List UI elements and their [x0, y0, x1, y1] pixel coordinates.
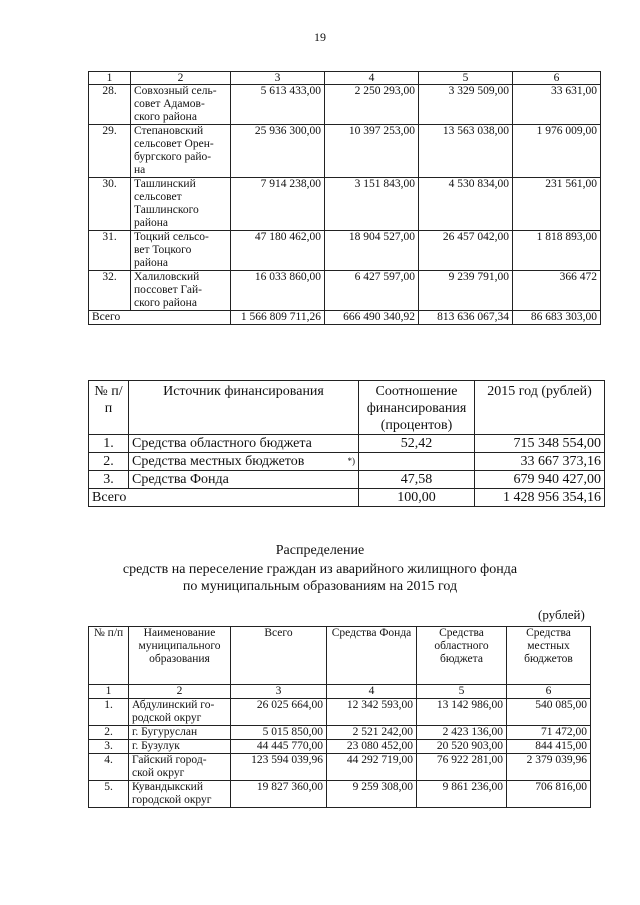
name-line: Гайский город- [132, 754, 207, 766]
index-cell: 4 [327, 685, 417, 699]
header-cell: Средства областного бюджета [417, 627, 507, 685]
value-cell: 6 427 597,00 [325, 271, 419, 311]
amount-value: 715 348 554,00 [475, 435, 605, 453]
name-line: вет Тоцкого [134, 244, 192, 256]
municipality-name [131, 178, 231, 231]
header-cell: Всего [231, 627, 327, 685]
table-row [89, 178, 601, 231]
value-cell: 1 818 893,00 [513, 231, 601, 271]
fund-value: 44 292 719,00 [327, 754, 417, 781]
row-number: 1. [89, 699, 129, 726]
total-label: Всего [89, 311, 231, 325]
regional-value: 9 861 236,00 [417, 781, 507, 808]
header-cell: Соотношение финансирования (процентов) [359, 381, 475, 435]
municipality-name [131, 271, 231, 311]
total-label: Всего [89, 489, 359, 507]
value-cell: 10 397 253,00 [325, 125, 419, 178]
footnote-mark: *) [345, 453, 359, 471]
row-number: 5. [89, 781, 129, 808]
row-number: 28. [89, 85, 131, 125]
table-municipal-continued [88, 71, 601, 325]
fund-value: 23 080 452,00 [327, 740, 417, 754]
header-cell: Наименование муниципального образования [129, 627, 231, 685]
name-line: сельсовет [134, 191, 182, 203]
units-label: (рублей) [538, 607, 585, 622]
table-funding-sources [88, 380, 605, 507]
page-number: 19 [314, 30, 326, 44]
regional-value: 20 520 903,00 [417, 740, 507, 754]
footnote-cell [345, 435, 359, 453]
header-cell: Средства Фонда [327, 627, 417, 685]
header-cell: Средства местных бюджетов [507, 627, 591, 685]
name-line: поссовет Гай- [134, 284, 202, 296]
section-title: Распределение [275, 543, 365, 558]
header-cell: 4 [325, 72, 419, 85]
value-cell: 13 563 038,00 [419, 125, 513, 178]
value-cell: 33 631,00 [513, 85, 601, 125]
header-cell: 2015 год (рублей) [475, 381, 605, 435]
name-line: совет Адамов- [134, 98, 205, 110]
value-cell: 25 936 300,00 [231, 125, 325, 178]
index-cell: 6 [507, 685, 591, 699]
ratio-value: 47,58 [359, 471, 475, 489]
total-value: 5 015 850,00 [231, 726, 327, 740]
total-value: 1 566 809 711,26 [231, 311, 325, 325]
municipality-name [129, 740, 231, 754]
value-cell: 26 457 042,00 [419, 231, 513, 271]
table-row [89, 271, 601, 311]
ratio-value [359, 453, 475, 471]
regional-value: 13 142 986,00 [417, 699, 507, 726]
table-row [89, 231, 601, 271]
row-number: 2. [89, 726, 129, 740]
value-cell: 2 250 293,00 [325, 85, 419, 125]
local-value: 71 472,00 [507, 726, 591, 740]
total-value: 123 594 039,96 [231, 754, 327, 781]
value-cell: 366 472 [513, 271, 601, 311]
name-line: сельсовет Орен- [134, 138, 214, 150]
total-value: 666 490 340,92 [325, 311, 419, 325]
table-distribution-2015 [88, 626, 591, 808]
row-number: 31. [89, 231, 131, 271]
table-header-row [89, 72, 601, 85]
name-line: г. Бугуруслан [132, 726, 198, 738]
local-value: 540 085,00 [507, 699, 591, 726]
table-header-row [89, 627, 591, 685]
value-cell: 16 033 860,00 [231, 271, 325, 311]
table-row [89, 740, 591, 754]
table-row [89, 453, 605, 471]
header-cell: 2 [131, 72, 231, 85]
value-cell: 18 904 527,00 [325, 231, 419, 271]
name-line: Кувандыкский [132, 781, 203, 793]
name-line: ского района [134, 297, 197, 309]
row-number: 32. [89, 271, 131, 311]
regional-value: 2 423 136,00 [417, 726, 507, 740]
header-cell: № п/п [89, 381, 129, 435]
local-value: 706 816,00 [507, 781, 591, 808]
name-line: Халиловский [134, 271, 200, 283]
footnote-cell [345, 471, 359, 489]
regional-value: 76 922 281,00 [417, 754, 507, 781]
name-line: Ташлинский [134, 178, 196, 190]
total-value: 19 827 360,00 [231, 781, 327, 808]
ratio-value: 52,42 [359, 435, 475, 453]
name-line: на [134, 164, 146, 176]
value-cell: 3 151 843,00 [325, 178, 419, 231]
header-cell: № п/п [89, 627, 129, 685]
name-line: Степановский [134, 125, 204, 137]
name-line: района [134, 217, 169, 229]
municipality-name [129, 726, 231, 740]
total-value: 86 683 303,00 [513, 311, 601, 325]
header-cell: 5 [419, 72, 513, 85]
total-value: 26 025 664,00 [231, 699, 327, 726]
row-number: 3. [89, 471, 129, 489]
total-value: 813 636 067,34 [419, 311, 513, 325]
table-row [89, 726, 591, 740]
total-row [89, 311, 601, 325]
name-line: Абдулинский го- [132, 699, 215, 711]
name-line: городской округ [132, 794, 212, 806]
table-row [89, 699, 591, 726]
table-row [89, 781, 591, 808]
source-name: Средства местных бюджетов [129, 453, 345, 471]
table-row [89, 125, 601, 178]
index-cell: 5 [417, 685, 507, 699]
municipality-name [129, 781, 231, 808]
fund-value: 2 521 242,00 [327, 726, 417, 740]
name-line: района [134, 257, 169, 269]
value-cell: 4 530 834,00 [419, 178, 513, 231]
table-header-row [89, 381, 605, 435]
header-cell: 1 [89, 72, 131, 85]
header-cell: 6 [513, 72, 601, 85]
row-number: 29. [89, 125, 131, 178]
section-subtitle: по муниципальным образованиям на 2015 год [182, 579, 458, 594]
amount-value: 679 940 427,00 [475, 471, 605, 489]
name-line: Тоцкий сельсо- [134, 231, 209, 243]
table-row [89, 435, 605, 453]
section-subtitle: средств на переселение граждан из аварийного жилищного фонда [122, 562, 518, 577]
local-value: 2 379 039,96 [507, 754, 591, 781]
name-line: ской округ [132, 767, 185, 779]
header-cell: 3 [231, 72, 325, 85]
source-name: Средства областного бюджета [129, 435, 345, 453]
table-row [89, 754, 591, 781]
value-cell: 47 180 462,00 [231, 231, 325, 271]
value-cell: 1 976 009,00 [513, 125, 601, 178]
index-cell: 3 [231, 685, 327, 699]
row-number: 30. [89, 178, 131, 231]
name-line: ского района [134, 111, 197, 123]
fund-value: 12 342 593,00 [327, 699, 417, 726]
row-number: 1. [89, 435, 129, 453]
name-line: бургского райо- [134, 151, 212, 163]
name-line: г. Бузулук [132, 740, 180, 752]
local-value: 844 415,00 [507, 740, 591, 754]
total-value: 44 445 770,00 [231, 740, 327, 754]
fund-value: 9 259 308,00 [327, 781, 417, 808]
total-row [89, 489, 605, 507]
source-name: Средства Фонда [129, 471, 345, 489]
value-cell: 9 239 791,00 [419, 271, 513, 311]
value-cell: 7 914 238,00 [231, 178, 325, 231]
municipality-name [131, 125, 231, 178]
total-ratio: 100,00 [359, 489, 475, 507]
index-cell: 1 [89, 685, 129, 699]
name-line: родской округ [132, 712, 202, 724]
name-line: Совхозный сель- [134, 85, 217, 97]
table-row [89, 471, 605, 489]
index-row [89, 685, 591, 699]
municipality-name [129, 699, 231, 726]
municipality-name [131, 231, 231, 271]
value-cell: 5 613 433,00 [231, 85, 325, 125]
index-cell: 2 [129, 685, 231, 699]
table-row [89, 85, 601, 125]
row-number: 3. [89, 740, 129, 754]
total-amount: 1 428 956 354,16 [475, 489, 605, 507]
municipality-name [131, 85, 231, 125]
name-line: Ташлинского [134, 204, 199, 216]
value-cell: 3 329 509,00 [419, 85, 513, 125]
municipality-name [129, 754, 231, 781]
row-number: 4. [89, 754, 129, 781]
amount-value: 33 667 373,16 [475, 453, 605, 471]
row-number: 2. [89, 453, 129, 471]
value-cell: 231 561,00 [513, 178, 601, 231]
header-cell: Источник финансирования [129, 381, 359, 435]
